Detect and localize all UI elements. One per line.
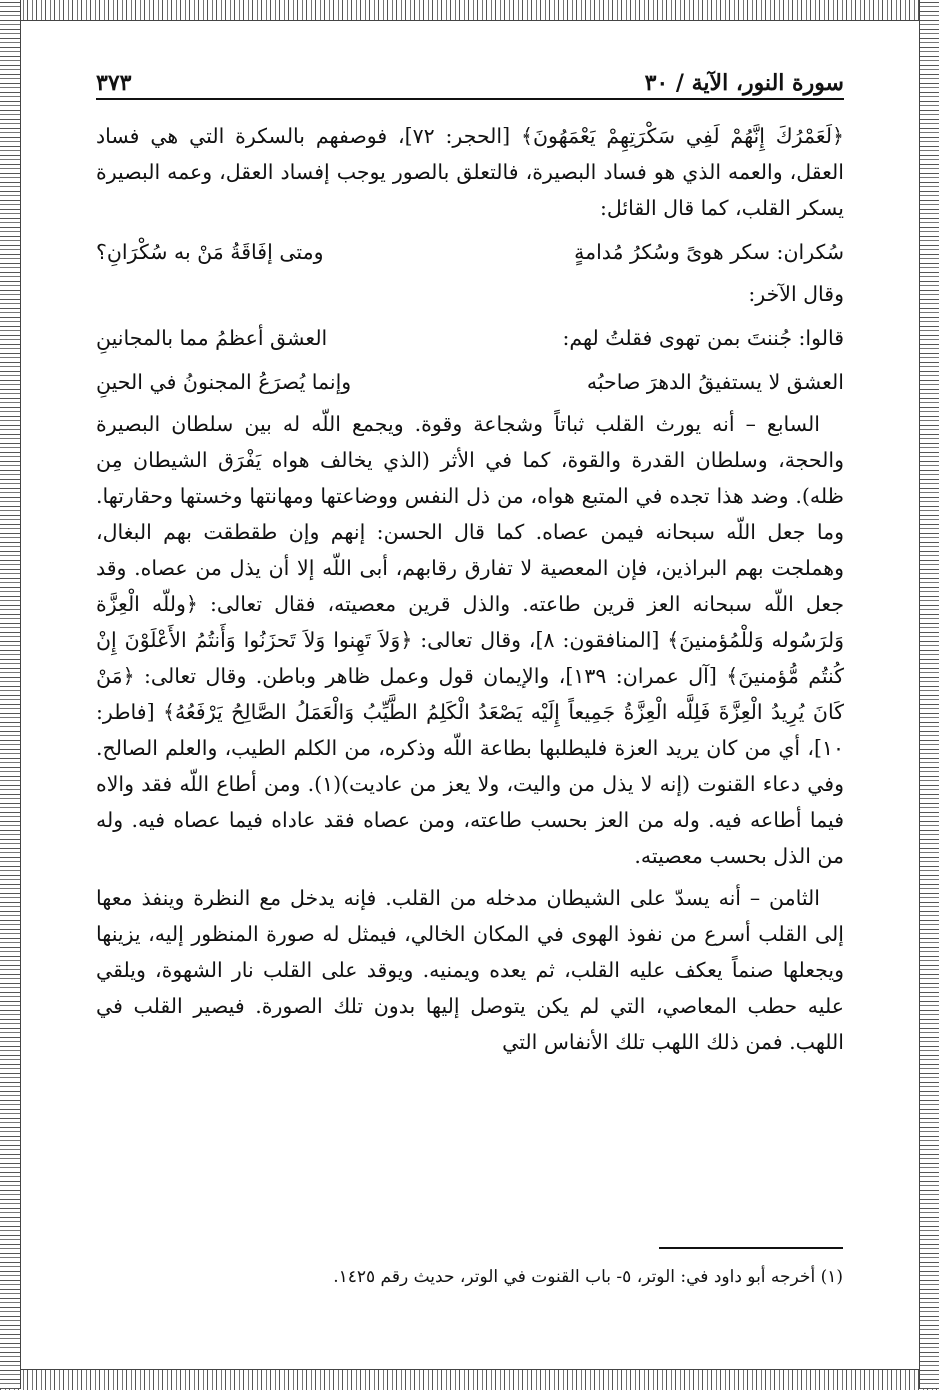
page-body (96, 118, 844, 1060)
verse-hemistich-first: سُكران: سكر هوىً وسُكرُ مُدامةٍ (574, 240, 844, 264)
book-page (96, 60, 844, 1060)
verse-hemistich-second: العشق أعظمُ مما بالمجانينِ (96, 326, 328, 350)
poem-verse-2 (96, 320, 844, 356)
page-number: ٣٧٣ (96, 70, 132, 96)
paragraph-2: وقال الآخر: (748, 282, 844, 306)
decorative-border-right (919, 0, 939, 1389)
poem-verse-3 (96, 364, 844, 400)
verse-hemistich-first: قالوا: جُننتَ بمن تهوى فقلتُ لهم: (562, 326, 844, 350)
paragraph-1: ﴿لَعَمْرُكَ إِنَّهُمْ لَفِي سَكْرَتِهِمْ يَعْمَهُونَ﴾ [الحجر: ٧٢]، فوصفهم بالسكرة التي هي فساد العقل، والعمه الذي هو فساد البصيرة، فالتعلق بالصور يوجب إفساد العقل، وعمه البصيرة يسكر القلب، كما قال القائل: (96, 124, 844, 220)
paragraph-3: السابع – أنه يورث القلب ثباتاً وشجاعة وقوة. ويجمع اللّه له بين سلطان البصيرة والحجة، وسلطان القدرة والقوة، كما في الأثر (الذي يخالف هواه يَفْرَق الشيطان مِن ظله). وضد هذا تجده في المتبع هواه، من ذل النفس ووضاعتها ومهانتها وخستها وحقارتها. وما جعل اللّه سبحانه فيمن عصاه. كما قال الحسن: إنهم وإن طقطقت بهم البغال، وهملجت بهم البراذين، فإن المعصية لا تفارق رقابهم، أبى اللّه إلا أن يذل من عصاه. وقد جعل اللّه سبحانه العز قرين طاعته. والذل قرين معصيته، فقال تعالى: ﴿وللّه الْعِزَّة وَلرَسُوله وَللْمُؤمنينَ﴾ [المنافقون: ٨]، وقال تعالى: ﴿وَلاَ تَهِنوا وَلاَ تَحزَنُوا وَأَنتُمُ الأَعْلَوْنَ إِنْ كُنتُم مُّؤمنينَ﴾ [آل عمران: ١٣٩]، والإيمان قول وعمل ظاهر وباطن. وقال تعالى: ﴿مَنْ كَانَ يُرِيدُ الْعِزَّةَ فَلِلَّه الْعِزَّةُ جَمِيعاً إِلَيْه يَصْعَدُ الْكَلِمُ الطَّيِّبُ وَالْعَمَلُ الصَّالِحُ يَرْفَعُهُ﴾ [فاطر: ١٠]، أي من كان يريد العزة فليطلبها بطاعة اللّه وذكره، من الكلم الطيب، والعلم الصالح. وفي دعاء القنوت (إنه لا يذل من واليت، ولا يعز من عاديت)(١). ومن أطاع اللّه فقد والاه فيما أطاعه فيه. وله من العز بحسب طاعته، ومن عصاه فقد عاداه فيما عصاه فيه. وله من الذل بحسب معصيته. (96, 412, 845, 868)
verse-hemistich-second: وإنما يُصرَعُ المجنونُ في الحينِ (96, 370, 352, 394)
footnote: (١) أخرجه أبو داود في: الوتر، ٥- باب القنوت في الوتر، حديث رقم ١٤٢٥. (333, 1267, 843, 1287)
paragraph-4: الثامن – أنه يسدّ على الشيطان مدخله من القلب. فإنه يدخل مع النظرة وينفذ معها إلى القلب أسرع من نفوذ الهوى في المكان الخالي، فيمثل له صورة المنظور إليه، يزينها ويجعلها صنماً يعكف عليه القلب، ثم يعده ويمنيه. ويوقد على القلب نار الشهوة، ويلقي عليه حطب المعاصي، التي لم يكن يتوصل إليها بدون تلك الصورة. فيصير القلب في اللهب. فمن ذلك اللهب تلك الأنفاس التي (96, 886, 844, 1054)
chapter-title: سورة النور، الآية / ٣٠ (644, 70, 844, 96)
footnote-separator (659, 1247, 843, 1249)
decorative-border-left (0, 0, 21, 1389)
decorative-border-top (0, 0, 939, 21)
verse-hemistich-second: ومتى إفَاقَةُ مَنْ به سُكْرَانِ؟ (96, 240, 324, 264)
verse-hemistich-first: العشق لا يستفيقُ الدهرَ صاحبُه (586, 370, 844, 394)
decorative-border-bottom (0, 1369, 939, 1390)
poem-verse-1 (96, 234, 844, 270)
running-header (96, 60, 844, 100)
